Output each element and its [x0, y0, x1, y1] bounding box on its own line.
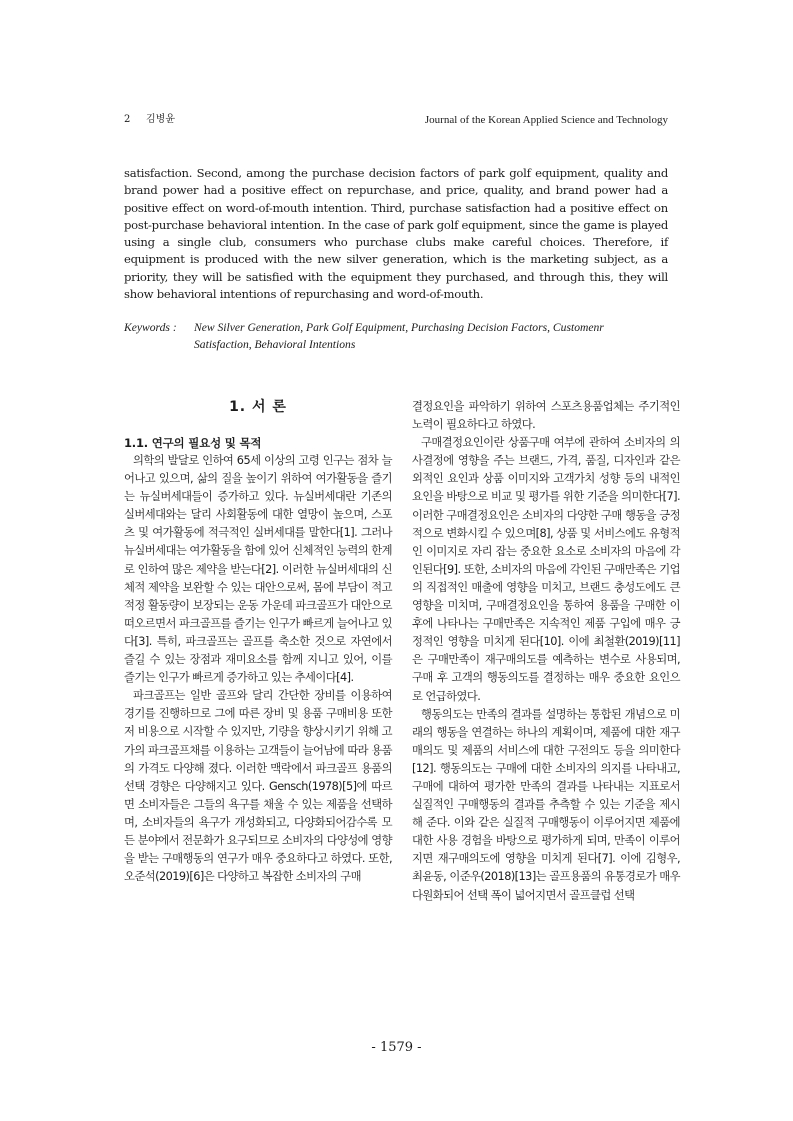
- header-page-number: 2: [124, 114, 131, 125]
- section-title: 1. 서 론: [229, 399, 287, 415]
- body-paragraph: 의학의 발달로 인하여 65세 이상의 고령 인구는 점차 늘어나고 있으며, 삶의 질을 높이기 위하여 여가활동을 즐기는 뉴실버세대들이 증가하고 있다. 뉴실버세대란 기존의 실버세대와는 달리 사회활동에 대한 열망이 높으며, 스포츠 및 여가활동에 적극적인 실버세대를 말한다[1]. 그러나 뉴실버세대는 여가활동을 함에 있어 신체적인 능력의 한계로 인하여 많은 제약을 받는다[2]. 이러한 뉴실버세대의 신체적 제약을 보완할 수 있는 대안으로써, 몸에 부담이 적고 적정 활동량이 보장되는 운동 가운데 파크골프가 대안으로 떠오르면서 파크골프를 즐기는 인구가 빠르게 늘어나고 있다[3]. 특히, 파크골프는 골프를 축소한 것으로 자연에서 즐길 수 있는 장점과 재미요소를 함께 지니고 있어, 이를 즐기는 인구가 빠르게 증가하고 있는 추세이다[4].: [124, 454, 392, 685]
- page-footer-number: - 1579 -: [371, 1040, 422, 1055]
- subsection-title: 1.1. 연구의 필요성 및 목적: [124, 436, 262, 450]
- abstract-text: satisfaction. Second, among the purchase decision factors of park golf equipment, quality and brand power had a positive effect on repurchase, and price, quality, and brand power had a positive effect on word-of-mouth intention. Third, purchase satisfaction had a positive effect on post-purchase behavioral intention. In the case of park golf equipment, since the game is played using a single club, consumers who purchase clubs make careful choices. Therefore, if equipment is produced with the new silver generation, which is the marketing subject, as a priority, they will be satisfied with the equipment they purchased, and through this, they will show behavioral intentions of repurchasing and word-of-mouth.: [124, 166, 668, 302]
- running-header: [124, 112, 668, 128]
- keywords-line-2: Satisfaction, Behavioral Intentions: [194, 338, 356, 351]
- right-column: [412, 398, 680, 905]
- left-column: [124, 398, 392, 886]
- keywords: [124, 319, 668, 353]
- body-paragraph: 구매결정요인이란 상품구매 여부에 관하여 소비자의 의사결정에 영향을 주는 브랜드, 가격, 품질, 디자인과 같은 외적인 요인과 상품 이미지와 고객가치 성향 등의 내적인 요인을 바탕으로 비교 및 평가를 위한 기준을 의미한다[7]. 이러한 구매결정요인은 소비자의 다양한 구매 행동을 긍정적으로 변화시킬 수 있으며[8], 상품 및 서비스에도 유형적인 이미지로 자리 잡는 중요한 요소로 소비자의 마음에 각인된다[9]. 또한, 소비자의 마음에 각인된 구매만족은 기업의 직접적인 매출에 영향을 미치고, 브랜드 충성도에도 큰 영향을 미치며, 구매결정요인을 통하여 용품을 구매한 이후에 나타나는 구매만족은 지속적인 제품 구입에 매우 긍정적인 영향을 미치게 된다[10]. 이에 최철환(2019)[11]은 구매만족이 재구매의도를 예측하는 변수로 사용되며, 구매 후 고객의 행동의도를 결정하는 매우 중요한 요인으로 언급하였다.: [412, 436, 680, 703]
- body-paragraph: 행동의도는 만족의 결과를 설명하는 통합된 개념으로 미래의 행동을 연결하는 하나의 계획이며, 제품에 대한 재구매의도 및 제품의 서비스에 대한 구전의도 등을 의미한다[12]. 행동의도는 구매에 대한 소비자의 의지를 나타내고, 구매에 대하여 평가한 만족의 결과를 나타내는 지표로서 실질적인 구매행동의 결과를 추측할 수 있는 기준을 제시해 준다. 이와 같은 실질적 구매행동이 이루어지면 제품에 대한 사용 경험을 바탕으로 평가하게 되며, 만족이 이루어지면 재구매의도에 영향을 미치게 된다[7]. 이에 김형우, 최윤동, 이준우(2018)[13]는 골프용품의 유통경로가 매우 다원화되어 선택 폭이 넓어지면서 골프클럽 선택: [412, 707, 680, 902]
- keywords-line-1: New Silver Generation, Park Golf Equipment, Purchasing Decision Factors, Customenr: [194, 321, 604, 334]
- header-author: 김병윤: [146, 114, 175, 125]
- header-journal-title: Journal of the Korean Applied Science and Technology: [424, 114, 668, 126]
- body-paragraph: 결정요인을 파악하기 위하여 스포츠용품업체는 주기적인 노력이 필요하다고 하였다.: [412, 400, 680, 432]
- body-paragraph: 파크골프는 일반 골프와 달리 간단한 장비를 이용하여 경기를 진행하므로 그에 따른 장비 및 용품 구매비용 또한 저 비용으로 시작할 수 있지만, 기량을 향상시키기 위해 고가의 파크골프채를 이용하는 고객들이 늘어남에 따라 용품의 가격도 다양해 졌다. 이러한 맥락에서 파크골프 용품의 선택 경향은 다양해지고 있다. Gensch(1978)[5]에 따르면 소비자들은 그들의 욕구를 채울 수 있는 제품을 선택하며, 소비자들의 욕구가 개성화되고, 다양화되어감수록 모든 분야에서 전문화가 요구되므로 소비자의 다양성에 영향을 받는 구매행동의 연구가 매우 중요하다고 하였다. 또한, 오준석(2019)[6]은 다양하고 복잡한 소비자의 구매: [124, 689, 392, 884]
- keywords-label: Keywords :: [124, 321, 177, 334]
